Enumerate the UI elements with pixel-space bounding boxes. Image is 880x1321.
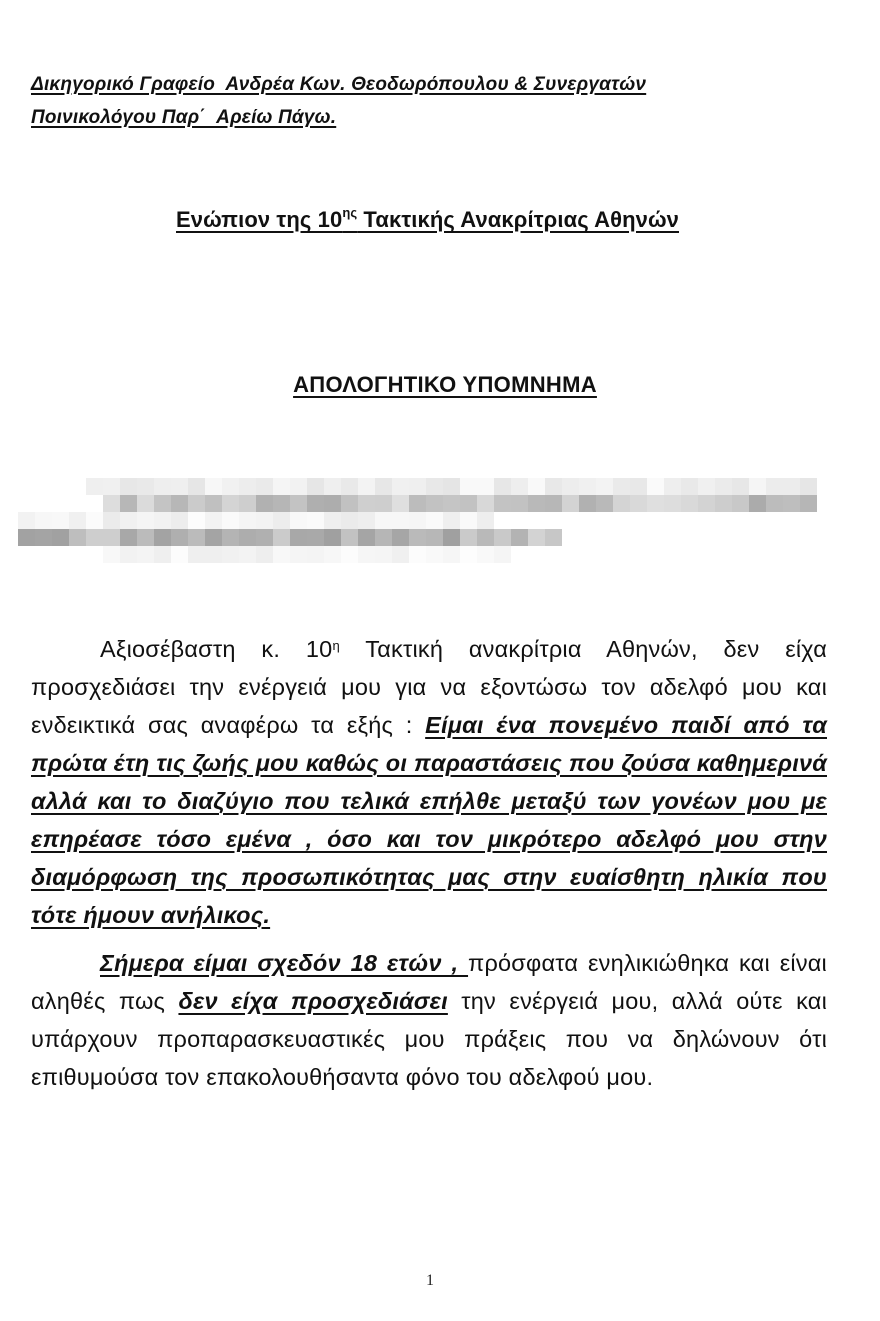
law-office-header [31,68,646,134]
paragraph-2: Σήμερα είμαι σχεδόν 18 ετών , πρόσφατα ενηλικιώθηκα και είναι αληθές πως δεν είχα προσχεδιάσει την ενέργειά μου, αλλά ούτε και υπάρχουν προπαρασκευαστικές μου πράξεις που να δηλώνουν ότι επιθυμούσα τον επακολουθήσαντα φόνο του αδελφού μου. [31,950,827,1090]
court-heading-prefix: Ενώπιον της 10 [176,207,343,232]
document-title: ΑΠΟΛΟΓΗΤΙΚΟ ΥΠΟΜΝΗΜΑ [293,372,597,397]
redacted-row [86,478,817,495]
court-heading-suffix: Τακτικής Ανακρίτριας Αθηνών [357,207,679,232]
redacted-row [18,529,562,546]
emphasized-statement: Είμαι ένα πονεμένο παιδί από τα πρώτα έτη τις ζωής μου καθώς οι παραστάσεις που ζούσα καθημερινά αλλά και το διαζύγιο που τελικά επήλθε μεταξύ των γονέων μου με επηρέασε τόσο εμένα , όσο και τον μικρότερο αδελφό μου στην διαμόρφωση της προσωπικότητας μας στην ευαίσθητη ηλικία που τότε ήμουν ανήλικος. [31,712,827,928]
court-heading-superscript: ης [342,205,358,220]
redacted-row [103,495,817,512]
header-line-2: Ποινικολόγου Παρ΄ Αρείω Πάγω. [31,107,337,128]
header-line-1: Δικηγορικό Γραφείο Ανδρέα Κων. Θεοδωρόπουλου & Συνεργατών [31,74,647,95]
court-heading [176,207,679,233]
paragraph-1: Αξιοσέβαστη κ. $10^\eta$ Τακτική ανακρίτρια Αθηνών, δεν είχα προσχεδιάσει την ενέργειά μου για να εξοντώσω τον αδελφό μου και ενδεικτικά σας αναφέρω τα εξής : Είμαι ένα πονεμένο παιδί από τα πρώτα έτη τις ζωής μου καθώς οι παραστάσεις που ζούσα καθημερινά αλλά και το διαζύγιο που τελικά επήλθε μεταξύ των γονέων μου με επηρέασε τόσο εμένα , όσο και τον μικρότερο αδελφό μου στην διαμόρφωση της προσωπικότητας μας στην ευαίσθητη ηλικία που τότε ήμουν ανήλικος. [31,636,827,928]
redacted-row [18,512,494,529]
emphasized-no-premeditation: δεν είχα προσχεδιάσει [178,988,448,1014]
page-number: 1 [426,1272,434,1289]
emphasized-age-statement: Σήμερα είμαι σχεδόν 18 ετών , [100,950,469,976]
document-body [31,630,827,1106]
redacted-row [103,546,511,563]
redacted-text-block [0,478,880,563]
